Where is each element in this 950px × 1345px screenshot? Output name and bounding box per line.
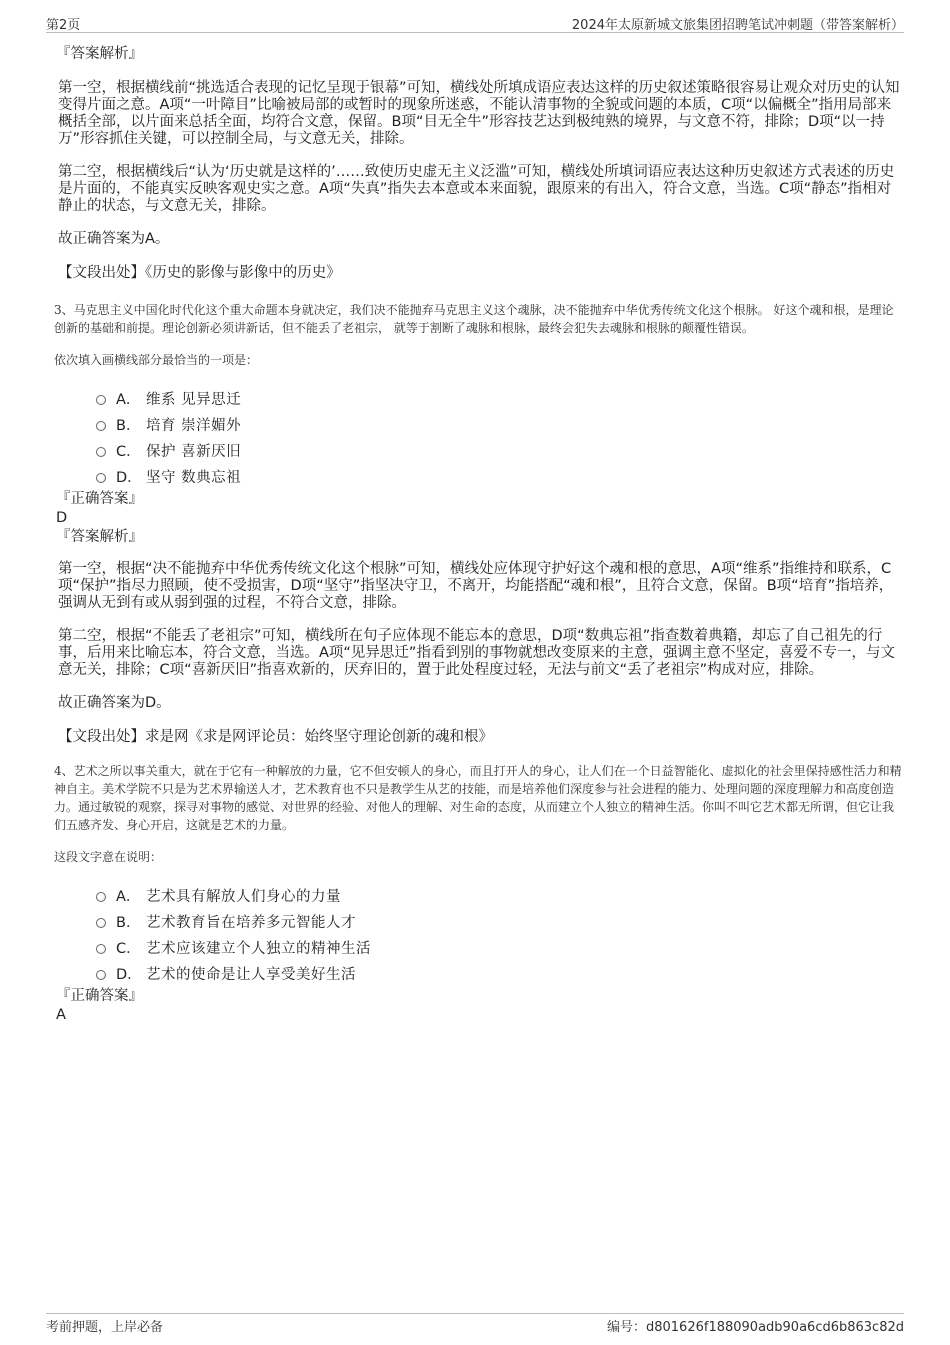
option-b[interactable]: B． 艺术教育旨在培养多元智能人才 xyxy=(96,908,902,934)
answer-label: 『正确答案』 xyxy=(56,988,143,1004)
document-id: 编号：d801626f188090adb90a6cd6b863c82d xyxy=(606,1320,904,1335)
analysis-paragraph: 第二空，根据横线后“认为‘历史就是这样的’……致使历史虚无主义泛滥”可知，横线处所填词语应表达这种历史叙述方式表述的历史是片面的，不能真实反映客观史实之意。A项“失真”指失去本意或本来面貌，跟原来的有出入，符合文意，当选。C项“静态”指相对静止的状态，与文意无关，排除。 xyxy=(58,164,895,214)
question-stem: 3、马克思主义中国化时代化这个重大命题本身就决定，我们决不能抛弃马克思主义这个魂脉，决不能抛弃中华优秀传统文化这个根脉。 好这个魂和根，是理论创新的基础和前提。理论创新必须讲新话，但不能丢了老祖宗， 就等于割断了魂脉和根脉，最终会犯失去魂脉和根脉的颠覆性错误。 xyxy=(54,303,894,335)
radio-icon[interactable] xyxy=(96,447,106,457)
analysis-paragraph: 第一空，根据“决不能抛弃中华优秀传统文化这个根脉”可知，横线处应体现守护好这个魂和根的意思，A项“维系”指维持和联系，C项“保护”指尽力照顾，使不受损害，D项“坚守”指坚决守卫，不离开，均能搭配“魂和根”，且符合文意，保留。B项“培育”指培养，强调从无到有或从弱到强的过程，不符合文意，排除。 xyxy=(58,561,894,611)
page-header xyxy=(46,14,904,33)
radio-icon[interactable] xyxy=(96,918,106,928)
radio-icon[interactable] xyxy=(96,473,106,483)
answer-value: A xyxy=(56,1007,66,1023)
radio-icon[interactable] xyxy=(96,970,106,980)
analysis-label: 『答案解析』 xyxy=(56,46,143,62)
question-stem: 4、艺术之所以事关重大，就在于它有一种解放的力量，它不但安顿人的身心，而且打开人的身心，让人们在一个日益智能化、虚拟化的社会里保持感性活力和精神自主。美术学院不只是为艺术界输送人才，艺术教育也不只是教学生从艺的技能，而是培养他们深度参与社会进程的能力、处理问题的深度理解力和高度创造力。通过敏锐的观察，探寻对事物的感觉、对世界的经验、对他人的理解、对生命的态度，从而建立个人独立的精神生活。你叫不叫它艺术都无所谓，但它让我们五感齐发、身心开启，这就是艺术的力量。 xyxy=(54,764,902,832)
page-footer xyxy=(46,1313,904,1334)
document-title: 2024年太原新城文旅集团招聘笔试冲刺题（带答案解析） xyxy=(571,18,904,33)
option-c[interactable]: C． 保护 喜新厌旧 xyxy=(96,437,902,463)
option-b[interactable]: B． 培育 崇洋媚外 xyxy=(96,411,902,437)
option-d[interactable]: D． 坚守 数典忘祖 xyxy=(96,463,902,489)
page-number: 第2页 xyxy=(46,18,81,33)
radio-icon[interactable] xyxy=(96,421,106,431)
analysis-label: 『答案解析』 xyxy=(56,529,143,545)
answer-value: D xyxy=(56,510,68,526)
question-prompt: 这段文字意在说明： xyxy=(54,850,163,864)
option-d[interactable]: D． 艺术的使命是让人享受美好生活 xyxy=(96,960,902,986)
option-a[interactable]: A． 维系 见异思迁 xyxy=(96,385,902,411)
option-c[interactable]: C． 艺术应该建立个人独立的精神生活 xyxy=(96,934,902,960)
question-prompt: 依次填入画横线部分最恰当的一项是： xyxy=(54,353,259,367)
option-list xyxy=(56,385,902,489)
conclusion: 故正确答案为D。 xyxy=(58,695,171,711)
source-citation: 【文段出处】求是网《求是网评论员：始终坚守理论创新的魂和根》 xyxy=(58,729,493,745)
radio-icon[interactable] xyxy=(96,892,106,902)
analysis-paragraph: 第二空，根据“不能丢了老祖宗”可知，横线所在句子应体现不能忘本的意思，D项“数典忘祖”指查数着典籍，却忘了自己祖先的行事，后用来比喻忘本，符合文意，当选。A项“见异思迁”指看到别的事物就想改变原来的主意，强调主意不坚定，喜爱不专一，与文意无关，排除；C项“喜新厌旧”指喜欢新的，厌弃旧的，置于此处程度过轻，无法与前文“丢了老祖宗”构成对应，排除。 xyxy=(58,628,895,678)
analysis-paragraph: 第一空，根据横线前“挑选适合表现的记忆呈现于银幕”可知，横线处所填成语应表达这样的历史叙述策略很容易让观众对历史的认知变得片面之意。A项“一叶障目”比喻被局部的或暂时的现象所迷惑，不能认清事物的全貌或问题的本质，C项“以偏概全”指用局部来概括全部，以片面来总括全面，均符合文意，保留。B项“目无全牛”形容技艺达到极纯熟的境界，与文意不符，排除；D项“以一持万”形容抓住关键，可以控制全局，与文意无关，排除。 xyxy=(58,80,900,147)
document-body xyxy=(56,44,902,1024)
footer-slogan: 考前押题，上岸必备 xyxy=(46,1320,164,1335)
option-list xyxy=(56,882,902,986)
radio-icon[interactable] xyxy=(96,944,106,954)
answer-label: 『正确答案』 xyxy=(56,491,143,507)
conclusion: 故正确答案为A。 xyxy=(58,231,170,247)
radio-icon[interactable] xyxy=(96,395,106,405)
source-citation: 【文段出处】《历史的影像与影像中的历史》 xyxy=(58,265,341,281)
option-a[interactable]: A． 艺术具有解放人们身心的力量 xyxy=(96,882,902,908)
